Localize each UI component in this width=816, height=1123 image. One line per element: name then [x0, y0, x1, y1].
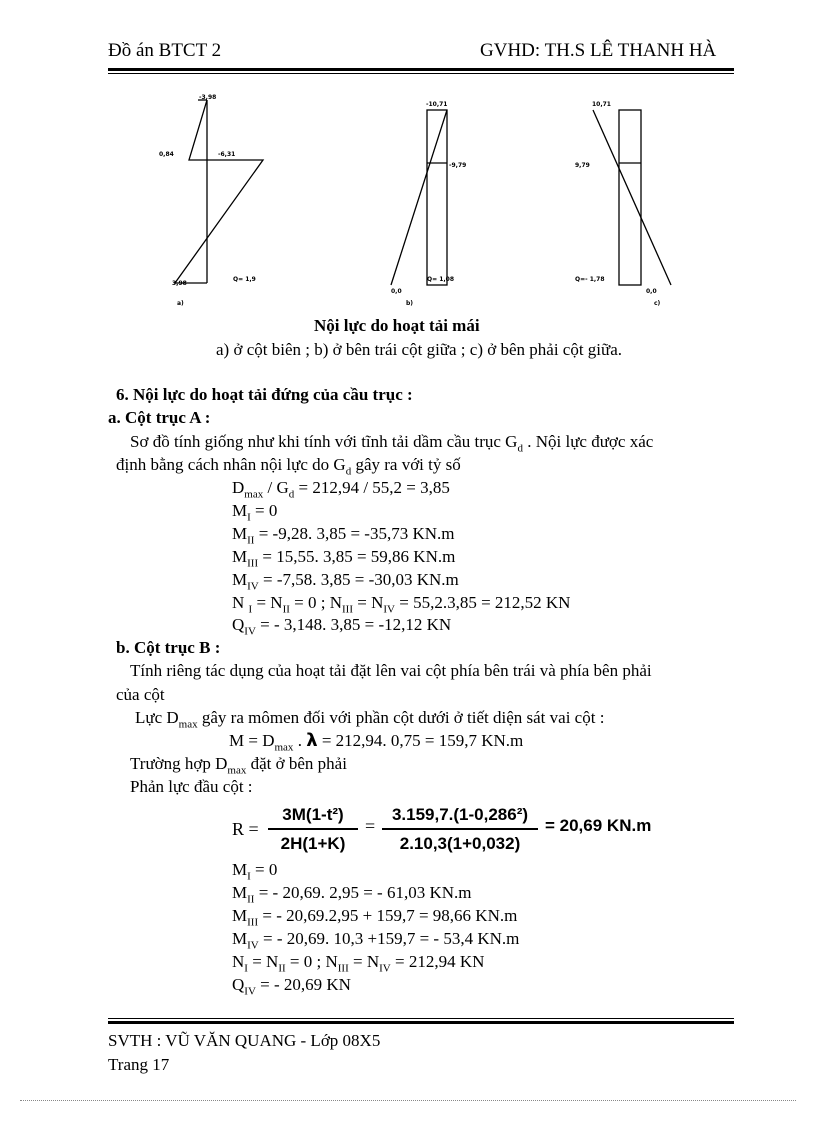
a-moment-II: $M_{II} = -9,28$. 3,85 = -35,73 KN.m [232, 524, 455, 547]
section-a-para2: định bằng cách nhân nội lực do $G_d$ gây ra với tỷ số [116, 455, 461, 478]
section-6-title: 6. Nội lực do hoạt tải đứng của cầu trục : [116, 385, 413, 404]
diagram-b-label: b) [406, 300, 414, 307]
formula-lhs: R = [232, 819, 259, 839]
formula-numerator-2: 3.159,7.(1-0,286²) [391, 805, 529, 824]
formula-numerator-1: 3M(1-t²) [282, 805, 344, 824]
diagram-c-shear: Q=- 1,78 [575, 276, 605, 283]
formula-denominator-2: 2.10,3(1+0,032) [399, 834, 521, 853]
figure-caption-title: Nội lực do hoạt tải mái [314, 316, 480, 335]
formula-denominator-1: 2H(1+K) [280, 834, 346, 853]
diagram-b-shear: Q= 1,08 [427, 276, 455, 283]
header-left: Đồ án BTCT 2 [108, 40, 222, 61]
diagram-b-top-value: -10,71 [426, 101, 448, 108]
diagram-a-label: a) [177, 300, 184, 307]
diagram-a-bottom-value: 3,98 [172, 280, 187, 287]
page-bottom-dotted-line [20, 1100, 796, 1101]
section-b-para3: Lực $D_{max}$ gây ra mômen đối với phần cột dưới ở tiết diện sát vai cột : [135, 708, 605, 731]
formula-fraction-bar-2 [382, 828, 538, 830]
header-right: GVHD: TH.S LÊ THANH HÀ [480, 40, 717, 61]
footer-author: SVTH : VŨ VĂN QUANG - Lớp 08X5 [108, 1031, 381, 1050]
diagram-a-shear: Q= 1,9 [233, 276, 256, 283]
b-shear: $Q_{IV}$ = - 20,69 KN [232, 975, 351, 998]
diagram-c-bottom-value: 0,0 [646, 288, 657, 295]
a-normal-forces: N $_I = N_{II} = 0$ ; $N_{III} = N_{IV} = 55,2.3,85 = 212,52$ KN [232, 593, 571, 616]
b-moment-IV: $M_{IV}$ = - 20,69. 10,3 +159,7 = - 53,4 KN.m [232, 929, 520, 952]
diagram-b-frame [427, 110, 447, 285]
diagram-c-top-value: 10,71 [592, 101, 611, 108]
a-moment-I: $M_I = 0$ [232, 501, 278, 524]
a-moment-III: $M_{III} = 15,55$. 3,85 = 59,86 KN.m [232, 547, 456, 570]
formula-result: = 20,69 KN.m [545, 816, 652, 835]
internal-force-diagrams [0, 0, 816, 320]
a-shear: $Q_{IV}$ = - 3,148. 3,85 = -12,12 KN [232, 615, 452, 638]
diagram-a-top-value: -3,98 [199, 94, 217, 101]
footer-rule-thick [108, 1021, 734, 1024]
diagram-a-curve [175, 100, 263, 283]
b-moment-equation: $M = D_{max}$ . λ = 212,94. 0,75 = 159,7 KN.m [229, 730, 524, 754]
figure-caption-subtitle: a) ở cột biên ; b) ở bên trái cột giữa ; c) ở bên phải cột giữa. [216, 340, 623, 359]
diagram-c-mid-value: 9,79 [575, 162, 590, 169]
a-moment-IV: $M_{IV} = -7,58$. 3,85 = -30,03 KN.m [232, 570, 459, 593]
diagram-b-curve [391, 110, 447, 285]
section-a-para1: Sơ đồ tính giống như khi tính với tĩnh tải dầm cầu trục $G_d$ . Nội lực được xác [130, 432, 654, 455]
b-moment-III: $M_{III}$ = - 20,69.2,95 + 159,7 = 98,66 KN.m [232, 906, 518, 929]
formula-equals: = [365, 816, 376, 836]
section-b-para2: của cột [116, 685, 165, 704]
section-b-para1: Tính riêng tác dụng của hoạt tải đặt lên vai cột phía bên trái và phía bên phải [130, 661, 652, 680]
footer-page: Trang 17 [108, 1055, 170, 1074]
diagram-c-frame [619, 110, 641, 285]
section-b-title: b. Cột trục B : [116, 638, 221, 657]
diagram-a-left-value: 0,84 [159, 151, 174, 158]
formula-fraction-bar-1 [268, 828, 358, 830]
section-a-title: a. Cột trục A : [108, 408, 211, 427]
b-moment-II: $M_{II}$ = - 20,69. 2,95 = - 61,03 KN.m [232, 883, 472, 906]
diagram-b-bottom-value: 0,0 [391, 288, 402, 295]
b-reaction-label: Phản lực đầu cột : [130, 777, 253, 796]
b-case: Trường hợp $D_{max}$ đặt ở bên phải [130, 754, 347, 777]
diagram-b-mid-value: -9,79 [449, 162, 467, 169]
b-moment-I: $M_I = 0$ [232, 860, 278, 883]
diagram-a-mid-value: -6,31 [218, 151, 236, 158]
footer-rule-thin [108, 1018, 734, 1019]
diagram-c-label: c) [654, 300, 661, 307]
diagram-c-curve [593, 110, 671, 285]
b-normal-forces: $N_I = N_{II} = 0$ ; $N_{III} = N_{IV} = 212,94$ KN [232, 952, 485, 975]
ratio-equation: $D_{max} / G_d = 212,94 / 55,2 = 3,85$ [232, 478, 450, 501]
